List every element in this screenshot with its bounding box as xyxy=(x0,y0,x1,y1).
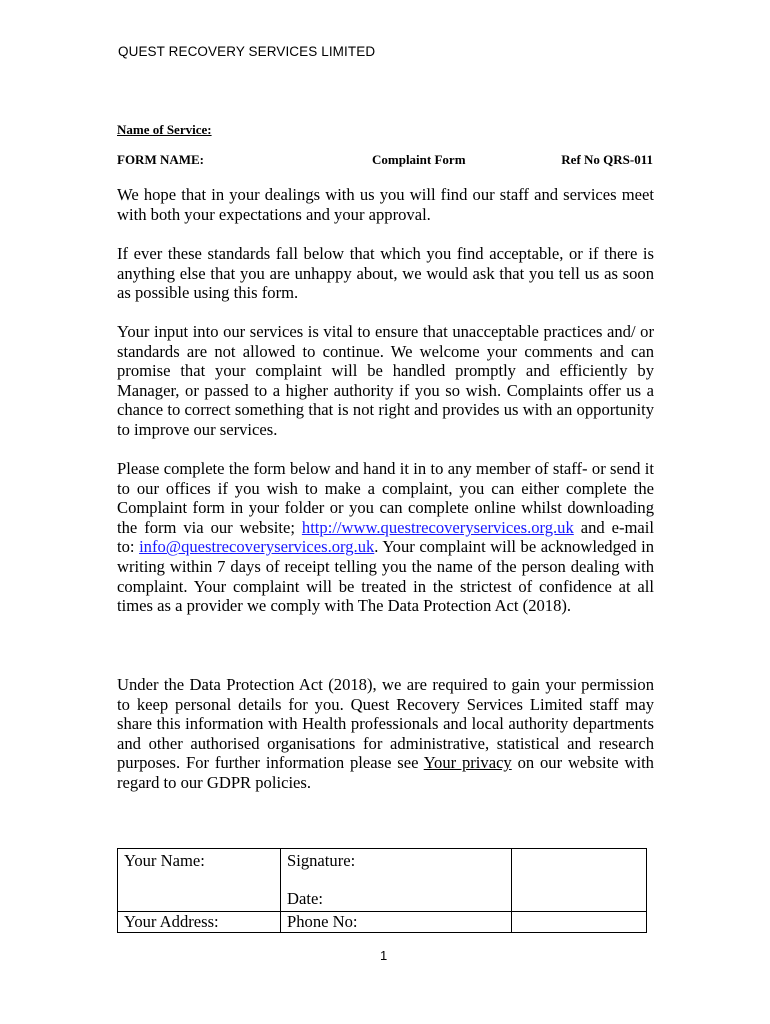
signature-date-cell[interactable] xyxy=(281,849,512,912)
page-number: 1 xyxy=(380,948,388,963)
blank-cell-2[interactable] xyxy=(512,912,647,933)
email-link[interactable]: info@questrecoveryservices.org.uk xyxy=(139,537,375,557)
service-name-label: Name of Service: xyxy=(117,122,212,137)
data-protection-text: Under the Data Protection Act (2018), we are required to gain your permission to keep personal details for you. Quest Recovery Services Limited staff may share this information with Health professionals and local authority departments and other authorised organisations for administrative, statistical and research purposes. For further information please see xyxy=(117,675,654,773)
instructions-paragraph xyxy=(117,459,654,616)
your-address-cell[interactable] xyxy=(118,912,281,933)
phone-no-cell[interactable] xyxy=(281,912,512,933)
instructions-email-prefix: and e-mail to: xyxy=(117,517,654,557)
privacy-link[interactable]: Your privacy xyxy=(423,753,512,773)
page-header: QUEST RECOVERY SERVICES LIMITED xyxy=(118,44,376,59)
ref-number: Ref No QRS-011 xyxy=(561,152,653,167)
input-paragraph: Your input into our services is vital to ensure that unacceptable practices and/ or standards are not allowed to continue. We welcome your comments and can promise that your complaint will be handled promptly and efficiently by Manager, or passed to a higher authority if you so wish. Complaints offer us a chance to correct something that is not right and provides us with an opportunity to improve our services. xyxy=(117,322,654,439)
form-name-label: FORM NAME: xyxy=(117,152,205,167)
instructions-text-end: . Your complaint will be acknowledged in writing within 7 days of receipt telling you the name of the person dealing with complaint. Your complaint will be treated in the strictest of confidence at all times as a provider we comply with The Data Protection Act (2018). xyxy=(117,537,654,616)
form-title: Complaint Form xyxy=(372,152,466,167)
your-name-cell[interactable] xyxy=(118,849,281,912)
form-name-row xyxy=(117,152,653,170)
website-link[interactable]: http://www.questrecoveryservices.org.uk xyxy=(301,517,574,537)
your-name-label: Your Name: xyxy=(124,851,205,870)
data-protection-text-end: on our website with regard to our GDPR policies. xyxy=(117,753,654,792)
signature-label: Signature: xyxy=(287,851,356,870)
standards-paragraph: If ever these standards fall below that which you find acceptable, or if there is anything else that you are unhappy about, we would ask that you tell us as soon as possible using this form. xyxy=(117,244,654,303)
date-label: Date: xyxy=(287,889,323,908)
blank-cell[interactable] xyxy=(512,849,647,912)
phone-no-label: Phone No: xyxy=(287,912,358,931)
data-protection-paragraph xyxy=(117,675,654,793)
complainant-details-table xyxy=(117,848,647,933)
intro-paragraph: We hope that in your dealings with us you will find our staff and services meet with both your expectations and your approval. xyxy=(117,185,654,224)
your-address-label: Your Address: xyxy=(124,912,219,931)
instructions-text-start: Please complete the form below and hand it in to any member of staff- or send it to our offices if you wish to make a complaint, you can either complete the Complaint form in your folder or you can complete online whilst downloading the form via our website; xyxy=(117,459,654,537)
